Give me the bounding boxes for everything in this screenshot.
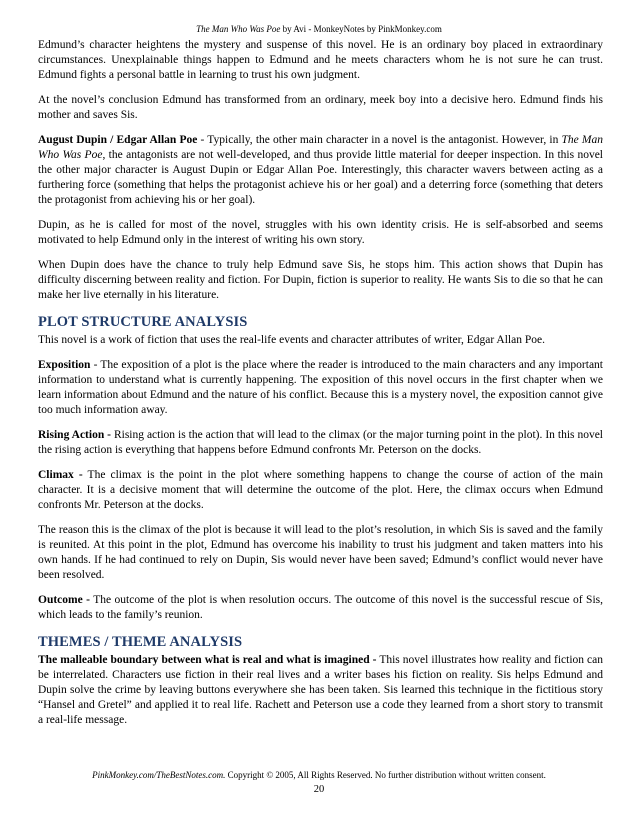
paragraph-dupin-identity: Dupin, as he is called for most of the novel, struggles with his own identity crisis. He is self-absorbed and seems motivated to help Edmund only in the interest of writing his own story. <box>38 219 603 246</box>
exposition-lead: Exposition <box>38 359 91 371</box>
paragraph-exposition <box>38 358 603 418</box>
exposition-text: - The exposition of a plot is the place where the reader is introduced to the main characters and any important information to understand what is currently happening. The exposition of this novel occurs in the first chapter when we learn information about Edmund and the nature of his conflict. Because this is a mystery novel, the exposition cannot give too much information away. <box>38 359 603 416</box>
dupin-text-a: - Typically, the other main character in a novel is the antagonist. However, in <box>197 134 562 146</box>
paragraph-climax-reason: The reason this is the climax of the plot is because it will lead to the plot’s resolution, in which Sis is saved and the family is reunited. At this point in the plot, Edmund has overcome his inability to trust his judgment and taken matters into his own hands. If he had continued to rely on Dupin, Sis would never have been saved; Edmund’s conflict would never have been resolved. <box>38 524 603 581</box>
header-source: by Avi - MonkeyNotes by PinkMonkey.com <box>280 24 442 34</box>
paragraph-outcome <box>38 593 603 623</box>
theme-reality-lead: The malleable boundary between what is real and what is imagined - <box>38 654 377 666</box>
paragraph-dupin-stops: When Dupin does have the chance to truly help Edmund save Sis, he stops him. This action shows that Dupin has difficulty discerning between reality and fiction. For Dupin, fiction is superior to reality. He wants Sis to die so that he can make her live eternally in his literature. <box>38 259 603 301</box>
paragraph-edmund-conclusion: At the novel’s conclusion Edmund has transformed from an ordinary, meek boy into a decisive hero. Edmund finds his mother and saves Sis. <box>38 94 603 121</box>
running-header <box>0 24 638 35</box>
paragraph-edmund-character: Edmund’s character heightens the mystery and suspense of this novel. He is an ordinary boy placed in extraordinary circumstances. Unexplainable things happen to Edmund and he meets characters whom he is not sure he can trust. Edmund fights a personal battle in learning to trust his own judgment. <box>38 39 603 81</box>
themes-heading: THEMES / THEME ANALYSIS <box>38 634 243 650</box>
paragraph-theme-reality <box>38 653 603 728</box>
theme-reality-text: This novel illustrates how reality and fiction can be interrelated. Characters use fiction in their real lives and a writer bases his fiction on reality. Sis helps Edmund and Dupin solve the crime by leaving buttons everywhere she has been taken. Sis learned this technique in the fictitious story “Hansel and Gretel” and applied it to real life. Rachett and Peterson use a code they learned from a short story to transmit a real-life message. <box>38 654 604 726</box>
climax-lead: Climax - <box>38 469 83 481</box>
page-footer <box>0 770 638 781</box>
plot-structure-heading: PLOT STRUCTURE ANALYSIS <box>38 314 248 330</box>
outcome-text: The outcome of the plot is when resolution occurs. The outcome of this novel is the successful rescue of Sis, which leads to the family’s reunion. <box>38 594 603 621</box>
dupin-lead: August Dupin / Edgar Allan Poe <box>38 134 198 146</box>
footer-site-link[interactable]: PinkMonkey.com/TheBestNotes.com. <box>92 770 226 780</box>
paragraph-climax <box>38 468 603 513</box>
page-number: 20 <box>313 784 325 795</box>
footer-copyright: Copyright © 2005, All Rights Reserved. No further distribution without written consent. <box>225 770 546 780</box>
paragraph-dupin-intro <box>38 133 603 208</box>
header-book-title: The Man Who Was Poe <box>196 24 281 34</box>
paragraph-plot-intro: This novel is a work of fiction that uses the real-life events and character attributes of writer, Edgar Allan Poe. <box>38 334 545 346</box>
rising-action-text: Rising action is the action that will lead to the climax (or the major turning point in the plot). In this novel the rising action is everything that happens before Edmund confronts Mr. Peterson on the docks. <box>38 429 603 456</box>
paragraph-rising-action <box>38 428 603 458</box>
page-content <box>38 38 603 728</box>
rising-action-lead: Rising Action - <box>38 429 111 441</box>
outcome-lead: Outcome - <box>38 594 90 606</box>
climax-text: The climax is the point in the plot where something happens to change the course of action of the main character. It is a decisive moment that will determine the outcome of the plot. Here, the climax occurs when Edmund confronts Mr. Peterson at the docks. <box>38 469 603 511</box>
dupin-book-title: The Man Who Was Poe <box>38 134 603 161</box>
dupin-text-b: , the antagonists are not well-developed, and thus provide little material for deeper inspection. In this novel the other major character is August Dupin or Edgar Allan Poe. Interestingly, this character wavers between acting as a furthering force (something that helps the protagonist achieve his or her goal) and a deterring force (something that deters the protagonist from achieving his or her goal). <box>38 149 603 206</box>
